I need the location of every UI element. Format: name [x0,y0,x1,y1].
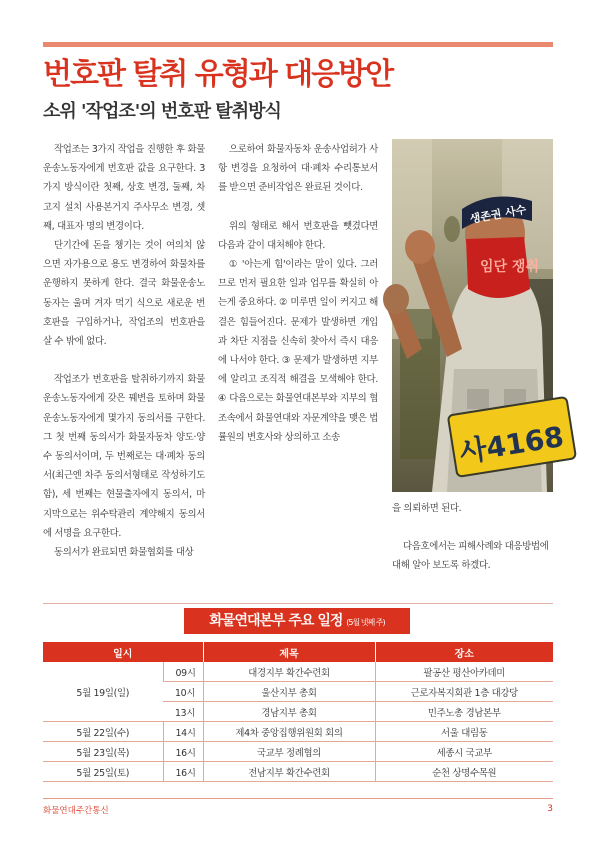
time-cell: 13시 [163,702,203,722]
table-row [43,762,553,782]
place-cell: 근로자복지회관 1층 대강당 [375,682,553,702]
mask-text: 임단 쟁취 [480,259,539,275]
table-row [43,742,553,762]
title-cell: 경남지부 총회 [203,702,375,722]
schedule-table [43,642,553,782]
paragraph-gap [392,518,553,537]
time-cell: 16시 [163,742,203,762]
schedule-title [184,608,410,634]
paragraph: 작업조는 3가지 작업을 진행한 후 화물운송노동자에게 번호판 값을 요구한다. 3가지 방식이란 첫째, 상호 변경, 둘째, 차고지 설치 사용본거지 주사무소 변경, 셋째, 대표자 명의 변경이다. [43,144,205,232]
table-row [43,722,553,742]
paragraph: 동의서가 완료되면 화물협회를 대상 [54,547,194,559]
paragraph: 위의 형태로 해서 번호판을 뺏겼다면 다음과 같이 대처해야 한다. [218,220,378,251]
time-cell: 16시 [163,762,203,782]
header-place: 장소 [375,642,553,662]
paragraph: 을 의뢰하면 된다. [392,503,462,514]
date-cell: 5월 23일(목) [43,742,163,762]
date-cell: 5월 25일(토) [43,762,163,782]
title-cell: 국교부 정례협의 [203,742,375,762]
schedule-title-text: 화물연대본부 주요 일정 [209,613,343,629]
table-row [43,662,553,682]
license-plate-text: 사4168 [457,419,567,470]
top-rule [43,42,553,47]
article-column-3 [392,499,553,576]
article-column-1 [43,140,205,562]
schedule-top-rule [43,603,553,604]
schedule-header-row [43,642,553,662]
title-cell: 울산지부 총회 [203,682,375,702]
footer-publication: 화물연대주간통신 [43,806,109,816]
title-cell: 대경지부 확간수련회 [203,662,375,682]
title-cell: 제4차 중앙집행위원회 회의 [203,722,375,742]
header-title: 제목 [203,642,375,662]
place-cell: 순천 상명수목원 [375,762,553,782]
paragraph-gap [43,351,205,370]
paragraph: 다음호에서는 피해사례와 대응방법에 대해 알아 보도록 하겠다. [392,541,549,572]
paragraph-gap [218,198,378,217]
paragraph: 단기간에 돈을 챙기는 것이 여의치 않으면 자가용으로 용도 변경하여 화물차를 운행하지 못하게 한다. 결국 화물운송노동자는 울며 겨자 먹기 식으로 새로운 번호판을 구입하거나, 작업조의 번호판을 살 수 밖에 없다. [43,240,205,348]
article-column-2 [218,140,378,447]
paragraph: ① '아는게 힘'이라는 말이 있다. 그러므로 먼저 필요한 일과 업무를 확실히 아는게 중요하다. ② 미루면 일이 커지고 해결은 힘들어진다. 문제가 발생하면 개입과 차단 지점을 신속히 찾아서 즉시 대응에 나서야 한다. ③ 문제가 발생하면 지부에 알리고 조직적 해결을 모색해야 한다. ④ 다음으로는 화물연대본부와 지부의 협조속에서 화물연대와 자문계약을 맺은 법률원의 변호사와 상의하고 소송 [218,259,378,443]
article-title: 번호판 탈취 유형과 대응방안 [43,57,393,92]
place-cell: 민주노총 경남본부 [375,702,553,722]
title-cell: 전남지부 확간수련회 [203,762,375,782]
paragraph: 으로하여 화물자동차 운송사업허가 사항 변경을 요청하여 대·폐차 수리통보서를 받으면 준비작업은 완료된 것이다. [218,144,378,194]
page-number: 3 [547,804,553,814]
paragraph: 작업조가 번호판을 탈취하기까지 화물운송노동자에게 갖은 꿰변을 토하며 화물운송노동자에게 몇가지 동의서를 구한다. 그 첫 번째 동의서가 화물자동차 양도·양수 동의서이며, 두 번째로는 대·폐차 동의서(최근엔 차주 동의서형태로 작성하기도 함), 세 번째는 현물출자에지 동의서, 마지막으로는 위수탁관리 계약해지 동의서에 서명을 요구한다. [43,374,205,539]
footer-rule [43,798,553,799]
header-datetime: 일시 [43,642,203,662]
schedule-title-sub: (5월 넷째 주) [346,618,385,627]
article-subtitle: 소위 '작업조'의 번호판 탈취방식 [43,101,281,122]
time-cell: 14시 [163,722,203,742]
date-cell: 5월 22일(수) [43,722,163,742]
headband-text: 생존권 사수 [468,203,528,226]
place-cell: 팔공산 평산아카데미 [375,662,553,682]
time-cell: 09시 [163,662,203,682]
place-cell: 세종시 국교부 [375,742,553,762]
date-cell: 5월 19일(일) [43,662,163,722]
time-cell: 10시 [163,682,203,702]
protest-photo [392,139,567,492]
place-cell: 서울 대림동 [375,722,553,742]
